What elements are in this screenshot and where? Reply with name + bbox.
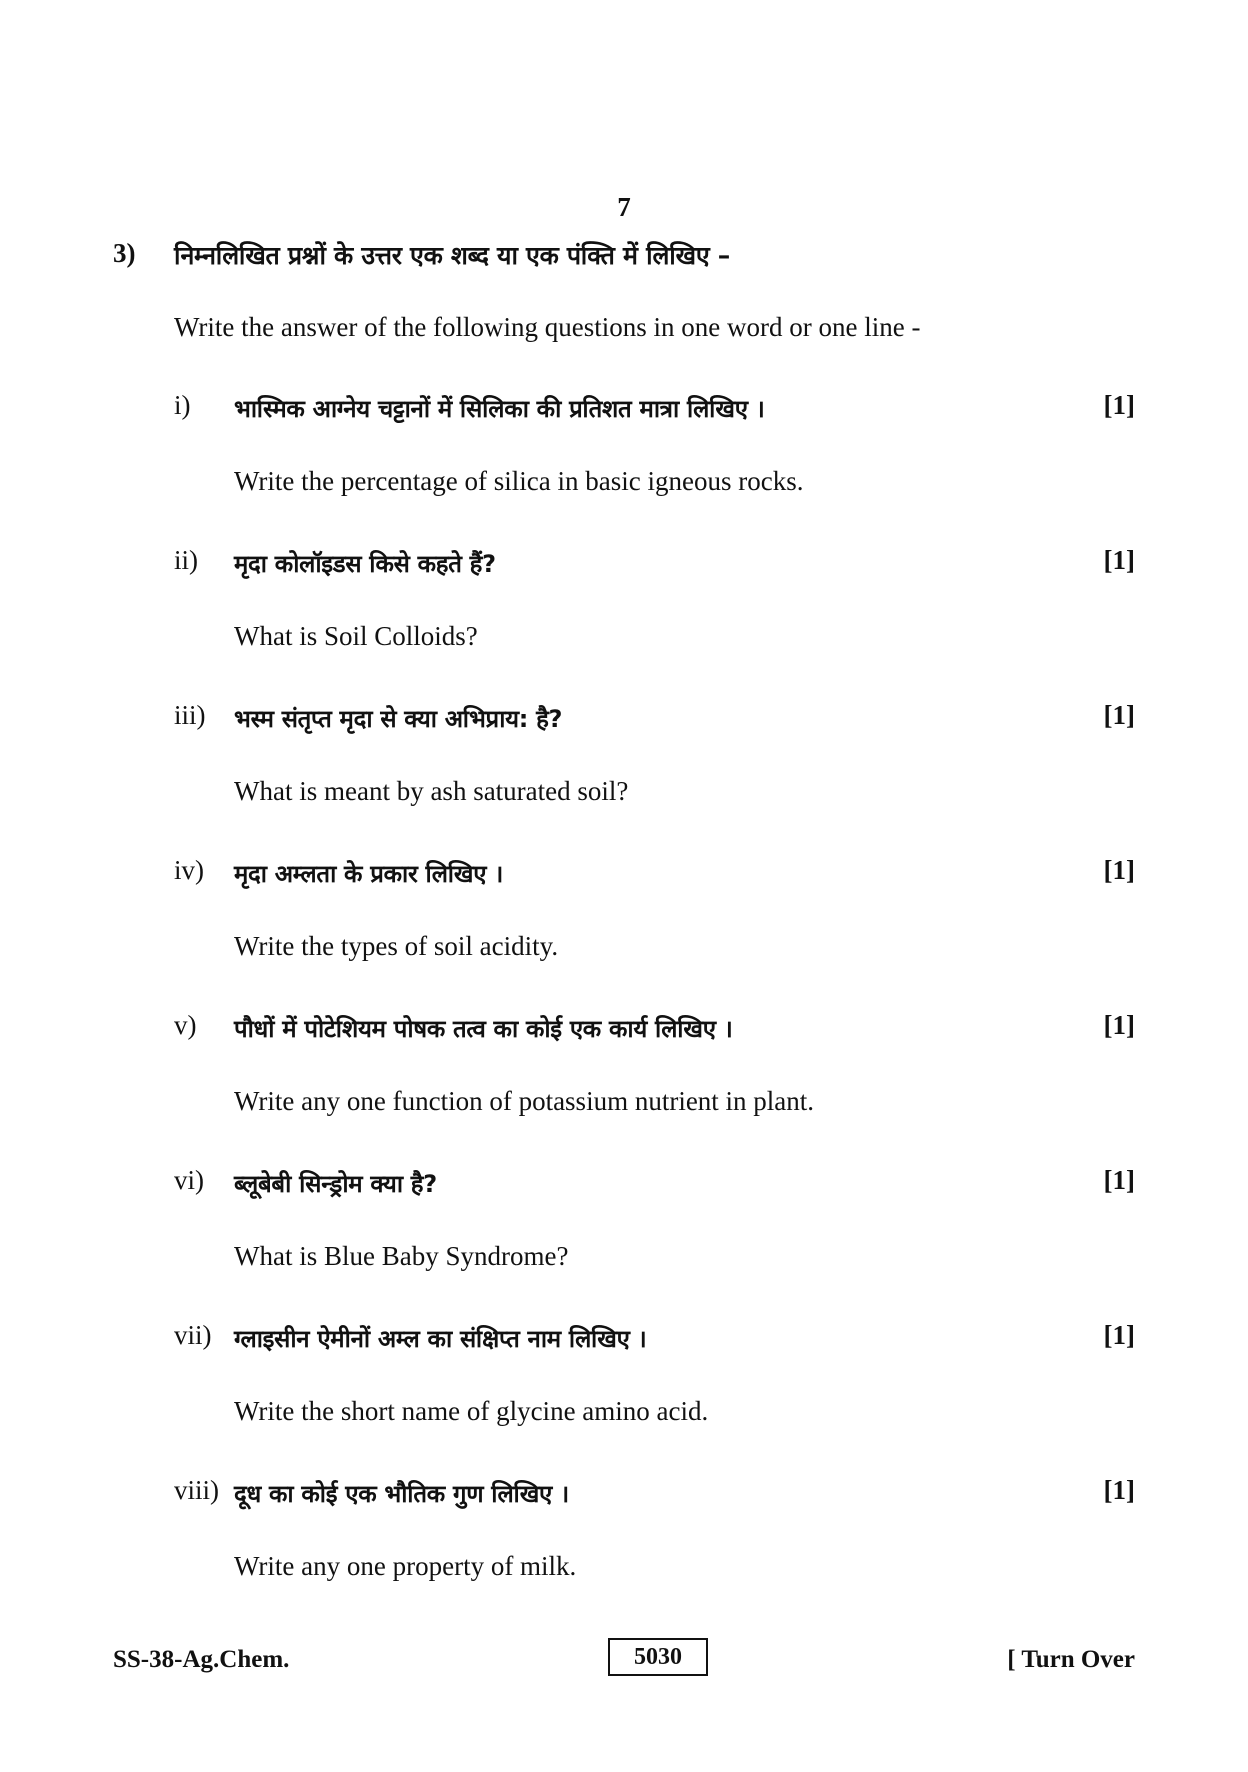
item-marks: [1] (1103, 1165, 1135, 1195)
item-text-hindi: दूध का कोई एक भौतिक गुण लिखिए । (234, 1480, 569, 1508)
item-text-english: Write the percentage of silica in basic igneous rocks. (234, 466, 804, 496)
item-text-hindi: भस्म संतृप्त मृदा से क्या अभिप्राय: है? (234, 705, 563, 733)
item-text-english: What is Soil Colloids? (234, 621, 478, 651)
item-text-english: What is meant by ash saturated soil? (234, 776, 629, 806)
question-item (0, 545, 1248, 665)
footer-paper-code: SS-38-Ag.Chem. (113, 1646, 290, 1673)
item-text-english: Write any one property of milk. (234, 1551, 577, 1581)
item-text-english: Write the types of soil acidity. (234, 931, 559, 961)
item-text-english: What is Blue Baby Syndrome? (234, 1241, 569, 1271)
item-number: vi) (174, 1165, 204, 1195)
question-title-english: Write the answer of the following questions in one word or one line - (174, 312, 921, 342)
question-item (0, 1010, 1248, 1130)
item-text-english: Write any one function of potassium nutrient in plant. (234, 1086, 815, 1116)
item-marks: [1] (1103, 390, 1135, 420)
question-title-hindi: निम्नलिखित प्रश्नों के उत्तर एक शब्द या एक पंक्ति में लिखिए – (174, 241, 730, 270)
item-number: vii) (174, 1320, 212, 1350)
question-item (0, 390, 1248, 510)
item-number: iv) (174, 855, 204, 885)
page-number: 7 (617, 192, 631, 222)
item-marks: [1] (1103, 545, 1135, 575)
footer-boxed-number: 5030 (608, 1638, 708, 1676)
question-item (0, 700, 1248, 820)
question-number: 3) (113, 238, 136, 268)
item-number: iii) (174, 700, 206, 730)
item-text-hindi: मृदा अम्लता के प्रकार लिखिए । (234, 860, 504, 888)
question-item (0, 1320, 1248, 1440)
item-number: ii) (174, 545, 198, 575)
item-text-hindi: पौधों में पोटेशियम पोषक तत्व का कोई एक कार्य लिखिए । (234, 1015, 733, 1043)
footer-turn-over: [ Turn Over (1007, 1646, 1135, 1673)
item-text-hindi: मृदा कोलॉइडस किसे कहते हैं? (234, 550, 496, 578)
question-item (0, 1165, 1248, 1285)
item-text-hindi: भास्मिक आग्नेय चट्टानों में सिलिका की प्रतिशत मात्रा लिखिए । (234, 395, 765, 423)
item-marks: [1] (1103, 700, 1135, 730)
question-item (0, 1475, 1248, 1595)
item-marks: [1] (1103, 1320, 1135, 1350)
item-text-hindi: ब्लूबेबी सिन्ड्रोम क्या है? (234, 1170, 437, 1198)
item-number: viii) (174, 1475, 219, 1505)
item-number: v) (174, 1010, 197, 1040)
item-marks: [1] (1103, 1475, 1135, 1505)
item-number: i) (174, 390, 191, 420)
question-item (0, 855, 1248, 975)
item-text-hindi: ग्लाइसीन ऐमीनों अम्ल का संक्षिप्त नाम लिखिए । (234, 1325, 647, 1353)
item-marks: [1] (1103, 855, 1135, 885)
item-text-english: Write the short name of glycine amino acid. (234, 1396, 709, 1426)
item-marks: [1] (1103, 1010, 1135, 1040)
